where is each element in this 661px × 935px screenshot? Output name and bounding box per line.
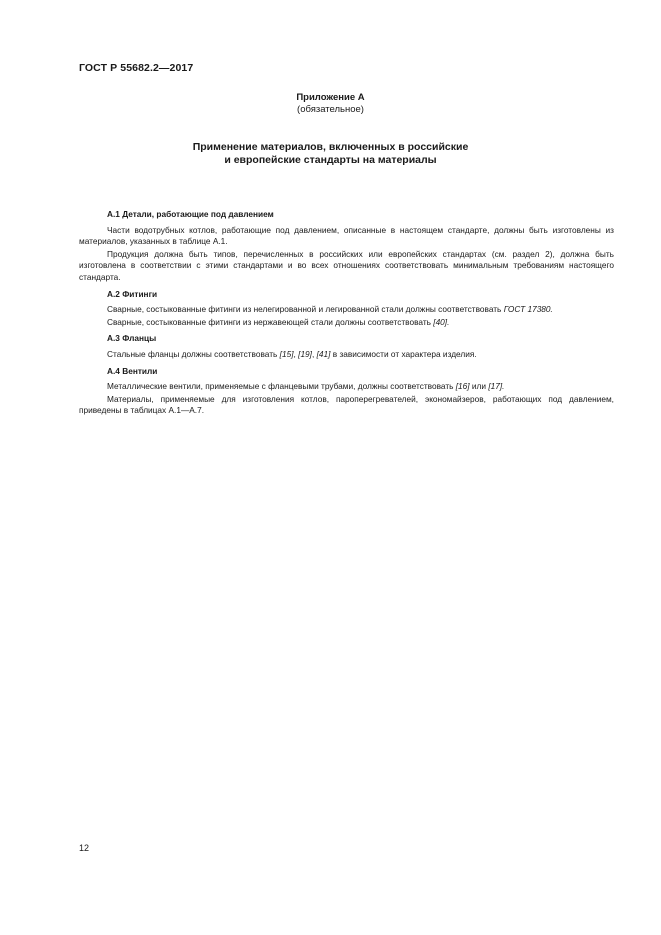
section-a4-paragraph-1	[79, 381, 614, 393]
appendix-status: (обязательное)	[297, 104, 364, 115]
section-heading-a3: А.3 Фланцы	[107, 333, 157, 344]
section-heading-a2: А.2 Фитинги	[107, 288, 158, 299]
paragraph-text: или	[469, 381, 489, 392]
paragraph-text: Сварные, состыкованные фитинги из нержавеющей стали должны соответствовать	[107, 316, 434, 327]
bibliography-reference: [19]	[298, 348, 312, 359]
bibliography-reference: [17].	[488, 381, 505, 392]
standard-reference: ГОСТ 17380.	[503, 304, 553, 315]
section-heading-a4: А.4 Вентили	[107, 365, 158, 376]
section-a3-paragraph-1: Стальные фланцы должны соответствовать [15], [19], [41] в зависимости от характера изделия.	[107, 348, 477, 359]
section-a1-paragraph-2: Продукция должна быть типов, перечисленных в российских или европейских стандартах (см. раздел 2), должна быть изготовлена в соответствии с этими стандартами и во всех отношениях соответствовать минимальным требованиям настоящего стандарта.	[79, 248, 614, 282]
bibliography-reference: [41]	[316, 348, 331, 359]
bibliography-reference: [15]	[279, 348, 294, 359]
main-title-line-2: и европейские стандарты на материалы	[224, 154, 437, 166]
bibliography-reference: [40].	[433, 316, 450, 327]
section-a2-paragraph-2	[79, 317, 614, 329]
paragraph-text: в зависимости от характера изделия.	[330, 348, 477, 359]
appendix-header	[0, 92, 661, 116]
section-a1-paragraph-1: Части водотрубных котлов, работающие под давлением, описанные в настоящем стандарте, должны быть изготовлены из материалов, указанных в таблице А.1.	[79, 224, 614, 247]
main-title-line-1: Применение материалов, включенных в российские	[192, 141, 469, 153]
section-heading-a1: А.1 Детали, работающие под давлением	[107, 209, 274, 219]
bibliography-reference: [16]	[455, 381, 470, 392]
document-code: ГОСТ Р 55682.2—2017	[79, 62, 194, 74]
paragraph-text: Сварные, состыкованные фитинги из нелегированной и легированной стали должны соответствовать	[107, 304, 504, 315]
paragraph-text: Стальные фланцы должны соответствовать	[107, 348, 280, 359]
page-number: 12	[79, 843, 90, 853]
section-a2-paragraph-1	[79, 304, 614, 316]
appendix-content	[79, 209, 614, 417]
appendix-main-title	[0, 141, 661, 167]
section-a4-paragraph-2: Материалы, применяемые для изготовления котлов, пароперегревателей, экономайзеров, работающих под давлением, приведены в таблицах А.1—А.7.	[79, 393, 614, 416]
paragraph-text: Металлические вентили, применяемые с фланцевыми трубами, должны соответствовать	[107, 381, 456, 392]
appendix-title: Приложение А	[296, 92, 365, 103]
